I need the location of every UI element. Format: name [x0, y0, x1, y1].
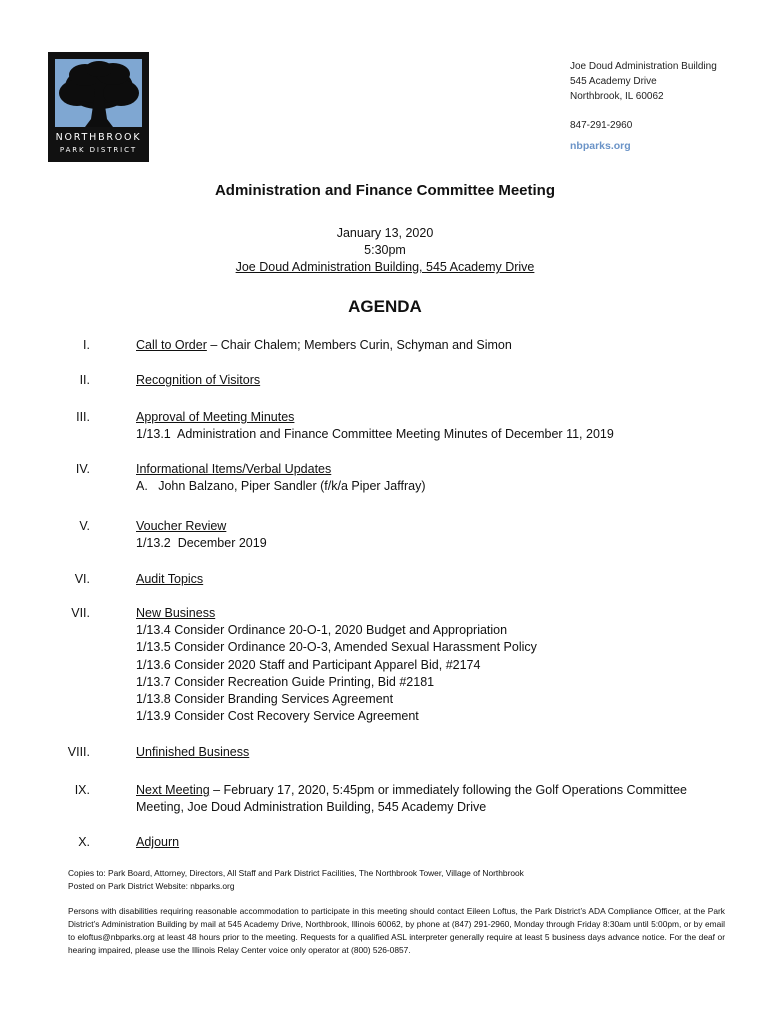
agenda-item-title: Next Meeting: [136, 783, 210, 797]
agenda-item-body: [136, 605, 726, 725]
agenda-item-body: [136, 337, 726, 354]
distribution-note: [68, 867, 728, 893]
agenda-item-title: Call to Order: [136, 338, 207, 352]
meeting-title: Administration and Finance Committee Meeting: [214, 182, 556, 199]
agenda-item-number: IX.: [74, 783, 90, 797]
agenda-subitem: 1/13.5 Consider Ordinance 20-O-3, Amended Sexual Harassment Policy: [136, 640, 537, 655]
agenda-item-suffix: – February 17, 2020, 5:45pm or immediately following the Golf Operations Committee: [209, 783, 687, 797]
agenda-subitem: 1/13.2 December 2019: [136, 536, 267, 551]
agenda-item-number: X.: [78, 835, 90, 849]
agenda-item-title: Audit Topics: [136, 572, 204, 586]
agenda-item-number: I.: [83, 338, 90, 352]
oak-tree-icon: [55, 59, 142, 127]
address-block: [570, 59, 717, 154]
address-street: 545 Academy Drive: [570, 76, 657, 87]
meeting-date: January 13, 2020: [336, 226, 434, 240]
agenda-item-body: [136, 782, 726, 816]
agenda-item-title: New Business: [136, 606, 216, 620]
agenda-item-number: IV.: [75, 462, 90, 476]
agenda-item-number: V.: [79, 519, 90, 533]
agenda-subitem: 1/13.4 Consider Ordinance 20-O-1, 2020 Budget and Appropriation: [136, 623, 508, 638]
meeting-location: Joe Doud Administration Building, 545 Academy Drive: [235, 260, 535, 274]
agenda-item-title: Unfinished Business: [136, 745, 250, 759]
agenda-subitem: A. John Balzano, Piper Sandler (f/k/a Piper Jaffray): [136, 479, 426, 494]
agenda-subitem: 1/13.7 Consider Recreation Guide Printing, Bid #2181: [136, 674, 435, 689]
agenda-item-body: [136, 372, 726, 389]
address-building: Joe Doud Administration Building: [570, 61, 717, 72]
agenda-item-title: Voucher Review: [136, 519, 227, 533]
agenda-subitem: Meeting, Joe Doud Administration Building, 545 Academy Drive: [136, 800, 487, 815]
meeting-details: [0, 225, 770, 276]
agenda-subitem: 1/13.8 Consider Branding Services Agreement: [136, 692, 394, 707]
posted-on: Posted on Park District Website: nbparks.org: [68, 881, 235, 891]
agenda-item-suffix: – Chair Chalem; Members Curin, Schyman and Simon: [206, 338, 512, 352]
logo-line-2: PARK DISTRICT: [59, 146, 138, 154]
ada-notice: Persons with disabilities requiring reasonable accommodation to participate in this meeting should contact Eileen Loftus, the Park District’s ADA Compliance Officer, at the Park District’s Administration Building by mail at 545 Academy Drive, Northbrook, Illinois 60062, by phone at (847) 291-2960, Monday through Friday 8:30am until 5:00pm, or by email to eloftus@nbparks.org at least 48 hours prior to the meeting. Requests for a qualified ASL interpreter generally require at least 5 business days advance notice. For the deaf or hearing impaired, please use the Illinois Relay Center voice only operator at (800) 526-0857.: [68, 906, 725, 955]
agenda-item-body: [136, 834, 726, 851]
agenda-item-title: Recognition of Visitors: [136, 373, 261, 387]
agenda-item-title: Approval of Meeting Minutes: [136, 410, 295, 424]
website-link[interactable]: nbparks.org: [570, 140, 631, 152]
agenda-item-body: [136, 409, 726, 443]
address-city: Northbrook, IL 60062: [570, 91, 664, 102]
agenda-item-title: Informational Items/Verbal Updates: [136, 462, 332, 476]
copies-to: Copies to: Park Board, Attorney, Directors, All Staff and Park District Facilities, The Northbrook Tower, Village of Northbrook: [68, 868, 524, 878]
agenda-item-number: III.: [76, 410, 90, 424]
agenda-item-number: VII.: [71, 606, 90, 620]
agenda-item-number: VIII.: [67, 745, 90, 759]
agenda-subitem: 1/13.6 Consider 2020 Staff and Participant Apparel Bid, #2174: [136, 657, 481, 672]
agenda-subitem: 1/13.1 Administration and Finance Committee Meeting Minutes of December 11, 2019: [136, 427, 614, 442]
agenda-item-body: [136, 461, 726, 495]
logo-line-1: NORTHBROOK: [55, 132, 142, 143]
meeting-time: 5:30pm: [364, 243, 406, 257]
agenda-item-number: II.: [79, 373, 90, 387]
northbrook-park-district-logo: [48, 52, 149, 162]
agenda-subitem: 1/13.9 Consider Cost Recovery Service Agreement: [136, 709, 419, 724]
agenda-heading: AGENDA: [348, 297, 422, 316]
logo-sky: [55, 59, 142, 127]
agenda-item-body: [136, 518, 726, 552]
address-phone: 847-291-2960: [570, 120, 633, 131]
agenda-item-body: [136, 571, 726, 588]
agenda-item-body: [136, 744, 726, 761]
agenda-item-number: VI.: [74, 572, 90, 586]
agenda-item-title: Adjourn: [136, 835, 180, 849]
